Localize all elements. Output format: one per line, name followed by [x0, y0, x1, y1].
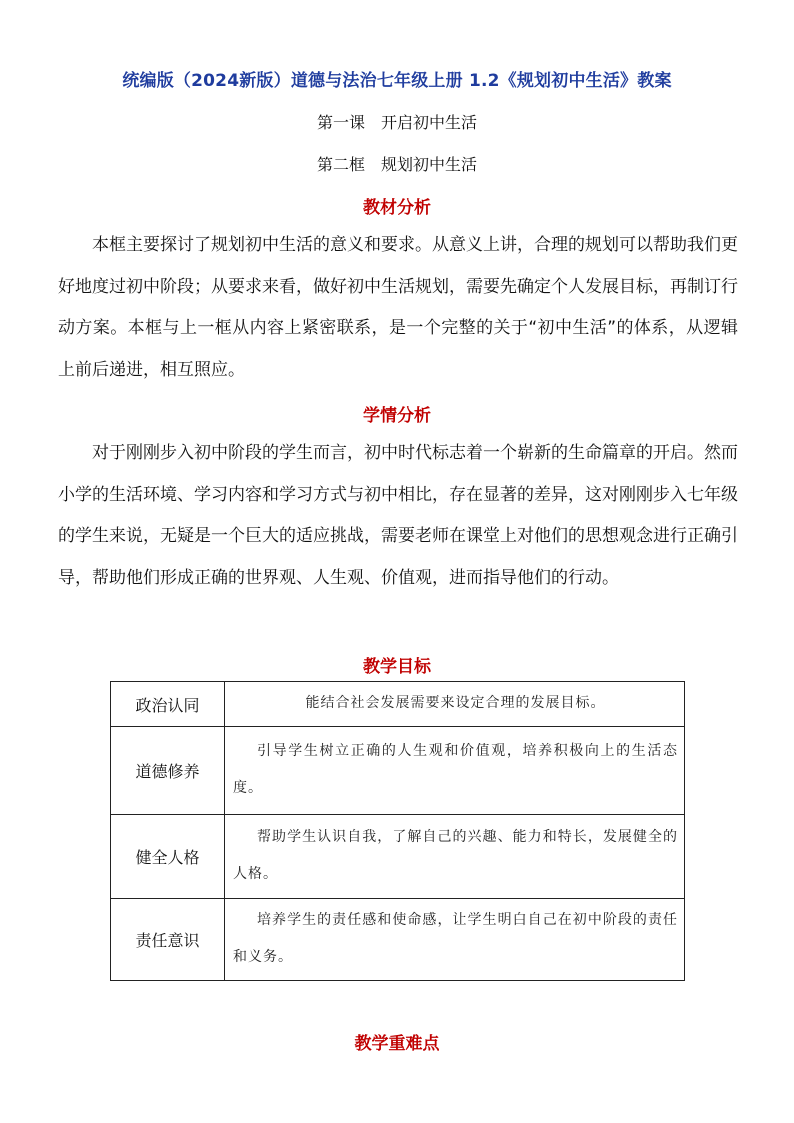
- goal-description: 引导学生树立正确的人生观和价值观，培养积极向上的生活态度。: [225, 727, 685, 815]
- goal-description: 培养学生的责任感和使命感，让学生明白自己在初中阶段的责任和义务。: [225, 899, 685, 981]
- goal-label: 政治认同: [111, 682, 225, 727]
- goal-description: 帮助学生认识自我，了解自己的兴趣、能力和特长，发展健全的人格。: [225, 815, 685, 899]
- goal-label: 道德修养: [111, 727, 225, 815]
- goal-label: 健全人格: [111, 815, 225, 899]
- goal-label: 责任意识: [111, 899, 225, 981]
- table-row: [111, 727, 685, 815]
- key-points-heading: 教学重难点: [354, 1034, 440, 1054]
- student-analysis-paragraph: 对于刚刚步入初中阶段的学生而言，初中时代标志着一个崭新的生命篇章的开启。然而小学的生活环境、学习内容和学习方式与初中相比，存在显著的差异，这对刚刚步入七年级的学生来说，无疑是一个巨大的适应挑战，需要老师在课堂上对他们的思想观念进行正确引导，帮助他们形成正确的世界观、人生观、价值观，进而指导他们的行动。: [58, 443, 738, 588]
- document-title: 统编版（2024新版）道德与法治七年级上册 1.2《规划初中生活》教案: [122, 71, 672, 91]
- table-row: [111, 815, 685, 899]
- table-row: [111, 899, 685, 981]
- section-title: 第二框 规划初中生活: [316, 155, 477, 174]
- table-row: [111, 682, 685, 727]
- textbook-analysis-paragraph: 本框主要探讨了规划初中生活的意义和要求。从意义上讲，合理的规划可以帮助我们更好地度过初中阶段；从要求来看，做好初中生活规划，需要先确定个人发展目标，再制订行动方案。本框与上一框从内容上紧密联系，是一个完整的关于“初中生活”的体系，从逻辑上前后递进，相互照应。: [58, 235, 738, 380]
- goal-description: 能结合社会发展需要来设定合理的发展目标。: [225, 682, 685, 727]
- teaching-goals-heading: 教学目标: [363, 657, 431, 677]
- teaching-goals-table: [110, 681, 685, 981]
- student-analysis-heading: 学情分析: [363, 406, 431, 426]
- textbook-analysis-heading: 教材分析: [363, 198, 431, 218]
- lesson-title: 第一课 开启初中生活: [316, 113, 477, 132]
